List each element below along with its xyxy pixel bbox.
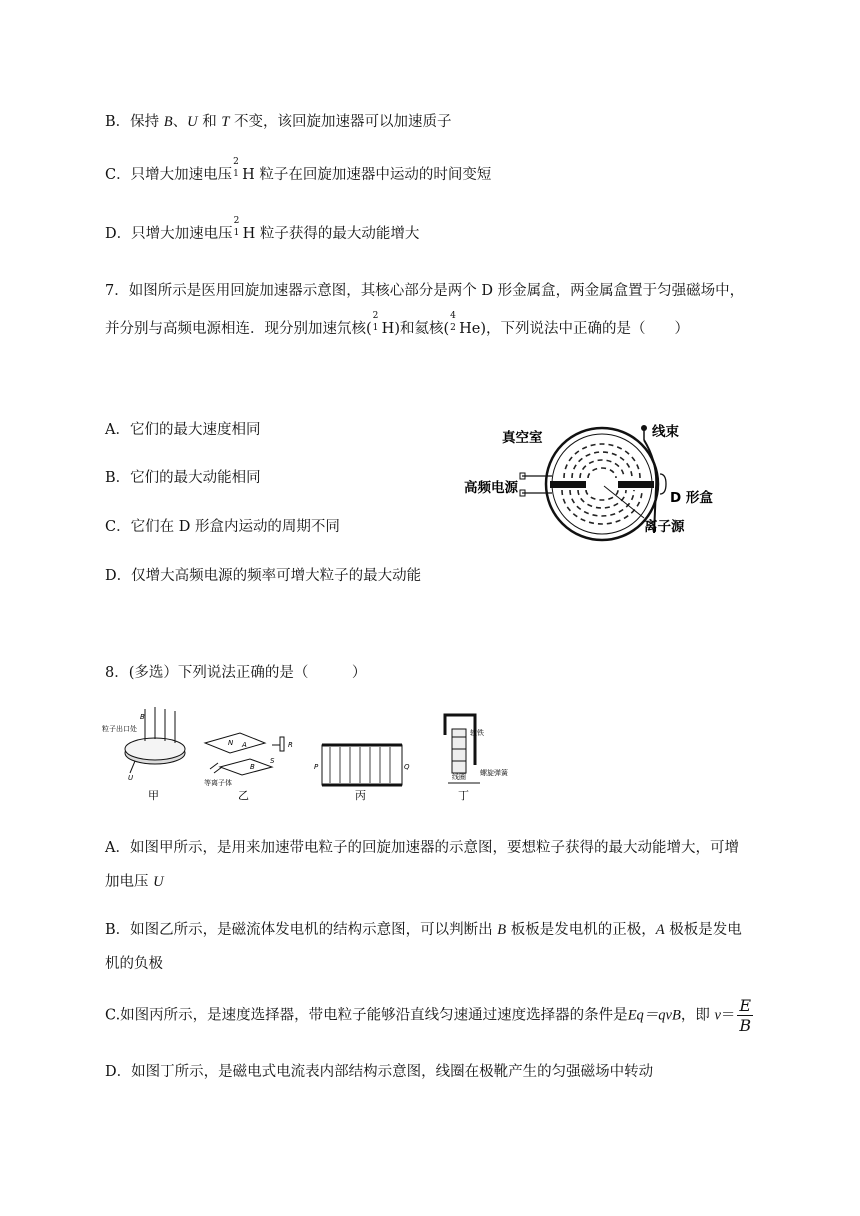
label-outlet: 粒子出口处 bbox=[102, 725, 137, 733]
q6-option-c: C．只增大加速电压 2 1 H 粒子在回旋加速器中运动的时间变短 bbox=[105, 157, 492, 183]
figure-ding bbox=[445, 715, 509, 802]
svg-text:B: B bbox=[140, 713, 145, 721]
cyclotron-figure bbox=[462, 418, 722, 543]
figure-jia bbox=[102, 707, 185, 802]
caption-bing: 丙 bbox=[355, 789, 366, 802]
q7-option-b: B．它们的最大动能相同 bbox=[105, 470, 261, 486]
isotope-notation: 2 1 bbox=[233, 216, 240, 238]
svg-text:P: P bbox=[314, 763, 319, 771]
label-vacuum-chamber: 真空室 bbox=[502, 430, 543, 446]
q8-option-d: D．如图丁所示，是磁电式电流表内部结构示意图，线圈在极靴产生的匀强磁场中转动 bbox=[105, 1064, 654, 1080]
q8-option-b-line2: 机的负极 bbox=[105, 956, 163, 972]
svg-text:Q: Q bbox=[404, 763, 410, 771]
svg-text:A: A bbox=[242, 741, 247, 749]
isotope-notation: 2 1 bbox=[233, 157, 239, 179]
label-spring: 螺旋弹簧 bbox=[480, 769, 508, 777]
q6-option-d: D．只增大加速电压 2 1 H 粒子获得的最大动能增大 bbox=[105, 216, 420, 242]
label-beam: 线束 bbox=[652, 424, 679, 440]
caption-yi: 乙 bbox=[238, 789, 249, 802]
svg-text:S: S bbox=[270, 757, 275, 765]
q8-option-c: C.如图丙所示，是速度选择器，带电粒子能够沿直线匀速通过速度选择器的条件是Eq＝qvB，即 v＝ $\frac{E}{B}$ bbox=[105, 996, 752, 1035]
q7-stem-line1: 7．如图所示是医用回旋加速器示意图，其核心部分是两个 D 形金属盒，两金属盒置于匀强磁场中， bbox=[105, 283, 745, 299]
q8-stem: 8．(多选）下列说法正确的是（ ） bbox=[105, 665, 367, 681]
figure-bing bbox=[314, 745, 410, 802]
caption-ding: 丁 bbox=[458, 789, 469, 802]
q6-option-b: B．保持 B、U 和 T 不变，该回旋加速器可以加速质子 bbox=[105, 114, 452, 130]
svg-text:U: U bbox=[128, 774, 134, 782]
caption-jia: 甲 bbox=[148, 789, 159, 802]
label-plasma: 等离子体 bbox=[204, 779, 232, 787]
label-ion-source: 离子源 bbox=[644, 519, 685, 535]
fraction-e-over-b: $\frac{E}{B}$ bbox=[739, 996, 752, 1035]
label-soft-iron: 软铁 bbox=[470, 729, 484, 737]
q7-option-a: A．它们的最大速度相同 bbox=[105, 422, 261, 438]
svg-text:B: B bbox=[250, 763, 255, 771]
isotope-notation: 2 1 bbox=[372, 311, 379, 333]
isotope-notation: 4 2 bbox=[450, 311, 456, 333]
svg-text:R: R bbox=[288, 741, 293, 749]
q8-option-a-line1: A．如图甲所示，是用来加速带电粒子的回旋加速器的示意图，要想粒子获得的最大动能增大，可增 bbox=[105, 840, 739, 856]
label-d-box: D 形盒 bbox=[670, 490, 713, 506]
figure-yi bbox=[204, 733, 293, 802]
label-coil: 线圈 bbox=[452, 773, 466, 781]
svg-text:N: N bbox=[228, 739, 234, 747]
q8-figures bbox=[100, 705, 560, 805]
q7-option-d: D．仅增大高频电源的频率可增大粒子的最大动能 bbox=[105, 568, 422, 584]
q7-stem-line2: 并分别与高频电源相连．现分别加速氘核( 2 1 H)和氦核( 4 2 He)，下列说法中正确的是（ ） bbox=[105, 311, 690, 337]
label-power-supply: 高频电源 bbox=[464, 480, 518, 496]
q7-option-c: C．它们在 D 形盒内运动的周期不同 bbox=[105, 519, 340, 535]
q8-option-b-line1: B．如图乙所示，是磁流体发电机的结构示意图，可以判断出 B 板板是发电机的正极，A 极板是发电 bbox=[105, 922, 742, 938]
q8-option-a-line2: 加电压 U bbox=[105, 874, 164, 890]
